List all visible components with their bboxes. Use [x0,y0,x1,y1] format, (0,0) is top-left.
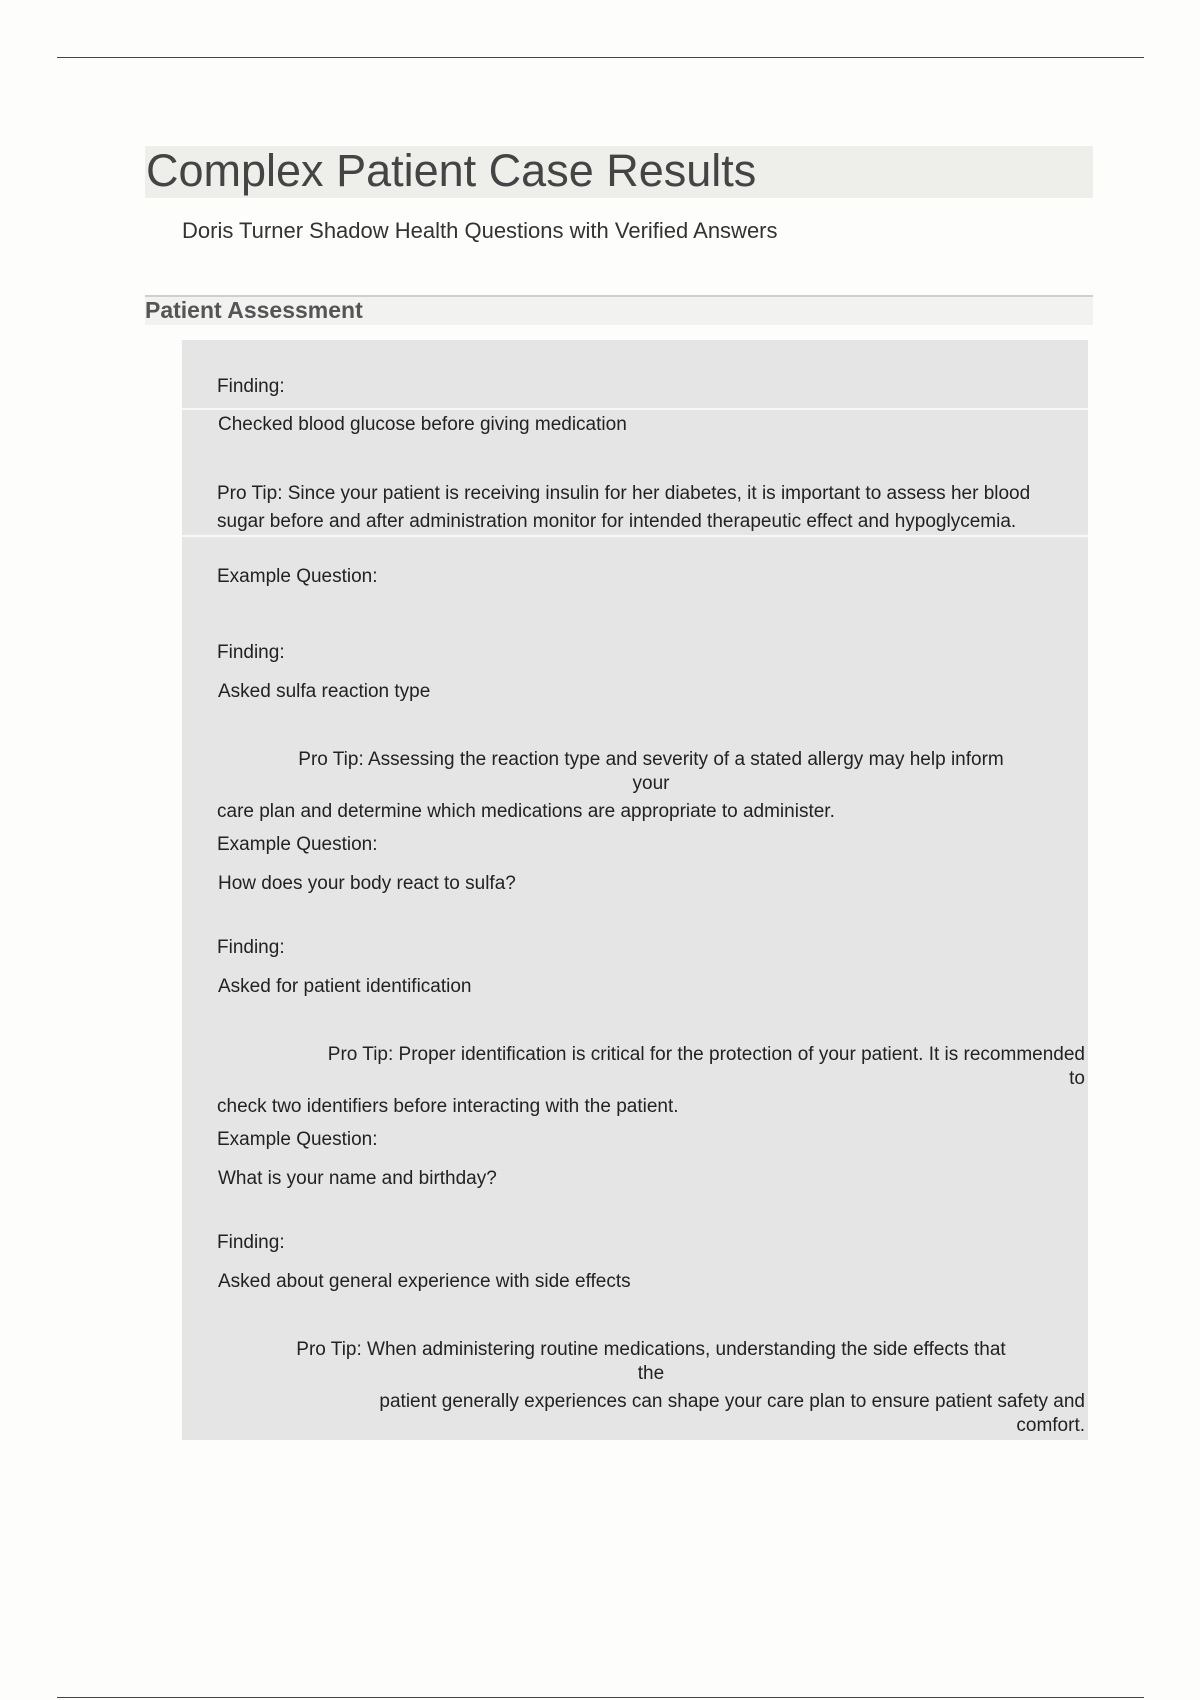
section-title: Patient Assessment [145,297,363,323]
page-subtitle: Doris Turner Shadow Health Questions with Verified Answers [182,218,778,243]
pro-tip-line: comfort. [1016,1415,1085,1436]
pro-tip-line: Pro Tip: When administering routine medications, understanding the side effects that [296,1339,1006,1360]
pro-tip-line: patient generally experiences can shape your care plan to ensure patient safety and [379,1391,1085,1412]
finding-label: Finding: [217,937,285,958]
pro-tip-line: to [1069,1068,1085,1089]
finding-label: Finding: [217,1232,285,1253]
pro-tip-line: the [637,1363,665,1384]
pro-tip-line: your [632,773,670,794]
example-question-label: Example Question: [217,566,378,587]
finding-label: Finding: [217,376,285,397]
example-question-label: Example Question: [217,834,378,855]
finding-label: Finding: [217,642,285,663]
example-question-text: What is your name and birthday? [218,1168,497,1189]
finding-text: Asked about general experience with side effects [218,1271,631,1292]
page-title: Complex Patient Case Results [146,145,757,196]
finding-text: Checked blood glucose before giving medication [218,414,627,435]
pro-tip-line: Pro Tip: Assessing the reaction type and severity of a stated allergy may help inform [298,749,1004,770]
top-rule [57,57,1144,58]
finding-text: Asked for patient identification [218,976,472,997]
example-question-label: Example Question: [217,1129,378,1150]
row-divider [182,408,1088,410]
example-question-text: How does your body react to sulfa? [218,873,516,894]
bottom-rule [57,1697,1144,1698]
pro-tip-line: care plan and determine which medications are appropriate to administer. [217,801,835,822]
pro-tip-line: check two identifiers before interacting with the patient. [217,1096,679,1117]
finding-text: Asked sulfa reaction type [218,681,431,702]
pro-tip-line: Pro Tip: Proper identification is critical for the protection of your patient. It is recommended [327,1044,1085,1065]
pro-tip-text: Pro Tip: Since your patient is receiving insulin for her diabetes, it is important to assess her blood sugar before and after administration monitor for intended therapeutic effect and hypoglycemia. [217,483,1031,532]
